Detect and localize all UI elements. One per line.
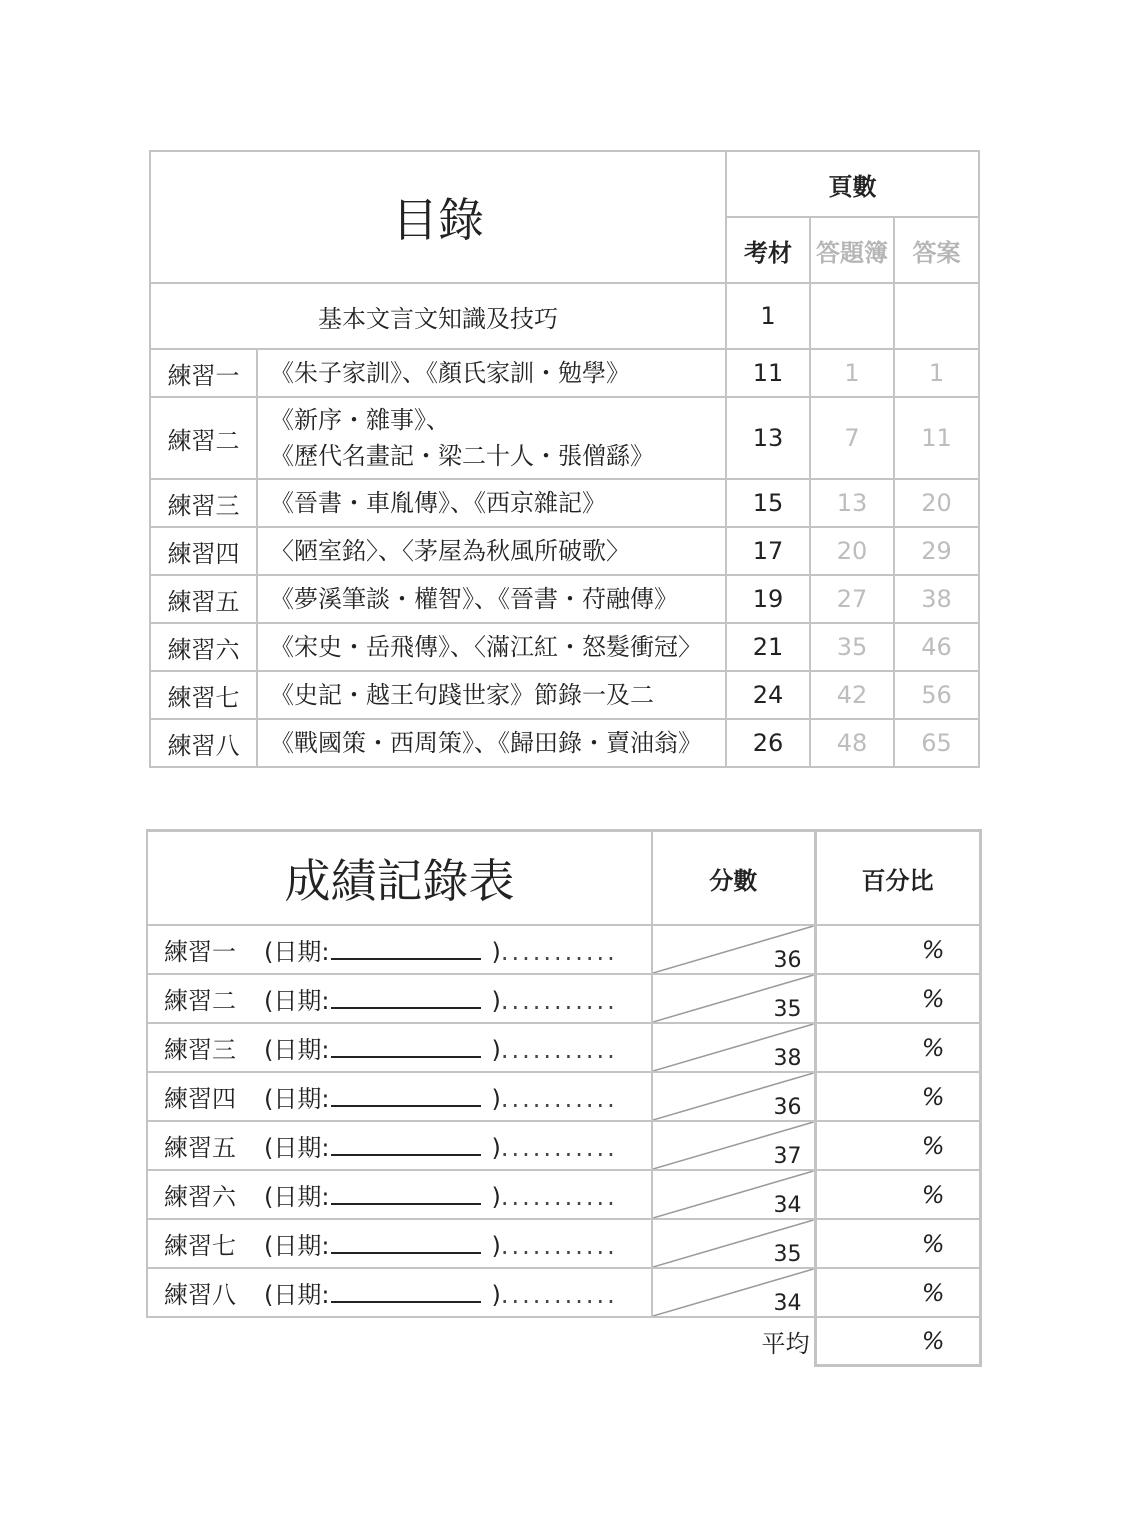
date-open: (日期: xyxy=(264,1134,330,1162)
exercise-label: 練習五 xyxy=(164,1134,236,1162)
exercise-title-line: 《戰國策・西周策》、《歸田錄・賣油翁》 xyxy=(270,729,702,757)
answer-book-page: 20 xyxy=(810,527,894,575)
exercise-title-line: 《新序・雜事》、 xyxy=(270,406,450,434)
exercise-title xyxy=(257,527,726,575)
exercise-label: 練習五 xyxy=(150,575,257,623)
toc-row xyxy=(150,671,979,719)
textbook-page: 26 xyxy=(726,719,810,767)
max-score: 38 xyxy=(773,1046,802,1071)
exercise-date-cell xyxy=(147,1170,652,1219)
score-input-cell[interactable] xyxy=(652,974,815,1023)
date-open: (日期: xyxy=(264,987,330,1015)
exercise-title xyxy=(257,397,726,479)
percent-sign: % xyxy=(921,984,945,1013)
exercise-title-line: 《史記・越王句踐世家》節錄一及二 xyxy=(270,681,654,709)
score-input-cell[interactable] xyxy=(652,1219,815,1268)
exercise-label: 練習六 xyxy=(150,623,257,671)
date-open: (日期: xyxy=(264,1281,330,1309)
max-score: 35 xyxy=(773,1242,802,1267)
exercise-label: 練習六 xyxy=(164,1183,236,1211)
score-header: 分數 xyxy=(652,831,815,926)
dot-leader: ........... xyxy=(500,1232,618,1260)
exercise-label: 練習四 xyxy=(164,1085,236,1113)
exercise-title-line: 《晉書・車胤傳》、《西京雜記》 xyxy=(270,489,606,517)
percent-cell[interactable] xyxy=(815,1072,980,1121)
date-close: ) xyxy=(491,987,501,1015)
answers-page: 46 xyxy=(894,623,979,671)
dot-leader: ........... xyxy=(500,1281,618,1309)
toc-row xyxy=(150,527,979,575)
max-score: 37 xyxy=(773,1144,802,1169)
exercise-date-cell xyxy=(147,974,652,1023)
exercise-label: 練習七 xyxy=(164,1232,236,1260)
exercise-label: 練習二 xyxy=(164,987,236,1015)
answers-page: 11 xyxy=(894,397,979,479)
textbook-page: 15 xyxy=(726,479,810,527)
textbook-page: 21 xyxy=(726,623,810,671)
date-close: ) xyxy=(491,1183,501,1211)
percent-sign: % xyxy=(921,1082,945,1111)
answer-book-page: 48 xyxy=(810,719,894,767)
col-answers-header: 答案 xyxy=(894,217,979,283)
date-open: (日期: xyxy=(264,1183,330,1211)
toc-title: 目錄 xyxy=(150,151,726,283)
col-answer-book-header: 答題簿 xyxy=(810,217,894,283)
percent-cell[interactable] xyxy=(815,925,980,974)
score-row xyxy=(147,925,980,974)
exercise-label: 練習八 xyxy=(150,719,257,767)
date-open: (日期: xyxy=(264,1036,330,1064)
average-row xyxy=(147,1317,980,1365)
basic-knowledge-label: 基本文言文知識及技巧 xyxy=(150,283,726,349)
exercise-label: 練習七 xyxy=(150,671,257,719)
date-close: ) xyxy=(491,938,501,966)
date-input-line[interactable] xyxy=(331,1181,481,1205)
percent-cell[interactable] xyxy=(815,1268,980,1317)
date-input-line[interactable] xyxy=(331,985,481,1009)
average-label: 平均 xyxy=(761,1330,810,1358)
textbook-page: 19 xyxy=(726,575,810,623)
date-open: (日期: xyxy=(264,938,330,966)
date-close: ) xyxy=(491,1134,501,1162)
score-input-cell[interactable] xyxy=(652,1268,815,1317)
exercise-label: 練習一 xyxy=(150,349,257,397)
toc-row xyxy=(150,575,979,623)
percent-sign: % xyxy=(921,1033,945,1062)
exercise-title xyxy=(257,349,726,397)
score-row xyxy=(147,1268,980,1317)
answer-book-page: 7 xyxy=(810,397,894,479)
max-score: 34 xyxy=(773,1291,802,1316)
exercise-title-line: 〈陋室銘〉、〈茅屋為秋風所破歌〉 xyxy=(270,537,630,565)
date-input-line[interactable] xyxy=(331,1230,481,1254)
pages-header: 頁數 xyxy=(726,151,979,217)
date-input-line[interactable] xyxy=(331,1034,481,1058)
date-close: ) xyxy=(491,1036,501,1064)
score-input-cell[interactable] xyxy=(652,925,815,974)
percent-cell[interactable] xyxy=(815,1170,980,1219)
score-row xyxy=(147,974,980,1023)
score-row xyxy=(147,1023,980,1072)
exercise-label: 練習八 xyxy=(164,1281,236,1309)
exercise-label: 練習一 xyxy=(164,938,236,966)
basic-knowledge-page: 1 xyxy=(726,283,810,349)
exercise-label: 練習三 xyxy=(164,1036,236,1064)
score-row xyxy=(147,1219,980,1268)
exercise-title-line: 《朱子家訓》、《顏氏家訓・勉學》 xyxy=(270,359,630,387)
average-percent-cell[interactable] xyxy=(815,1317,980,1365)
exercise-title-line: 《宋史・岳飛傳》、〈滿江紅・怒髮衝冠〉 xyxy=(270,633,702,661)
textbook-page: 13 xyxy=(726,397,810,479)
max-score: 34 xyxy=(773,1193,802,1218)
score-row xyxy=(147,1170,980,1219)
percent-sign: % xyxy=(921,935,945,964)
answer-book-page: 35 xyxy=(810,623,894,671)
date-input-line[interactable] xyxy=(331,1083,481,1107)
col-textbook-header: 考材 xyxy=(726,217,810,283)
percent-sign: % xyxy=(921,1326,945,1355)
percent-sign: % xyxy=(921,1278,945,1307)
exercise-title xyxy=(257,479,726,527)
max-score: 36 xyxy=(773,1095,802,1120)
exercise-label: 練習二 xyxy=(150,397,257,479)
answer-book-page: 1 xyxy=(810,349,894,397)
percent-cell[interactable] xyxy=(815,1219,980,1268)
percent-cell[interactable] xyxy=(815,1023,980,1072)
answers-page: 29 xyxy=(894,527,979,575)
answers-page: 65 xyxy=(894,719,979,767)
percent-sign: % xyxy=(921,1229,945,1258)
dot-leader: ........... xyxy=(500,1085,618,1113)
exercise-title-line: 《夢溪筆談・權智》、《晉書・苻融傳》 xyxy=(270,585,678,613)
answer-book-page: 42 xyxy=(810,671,894,719)
exercise-date-cell xyxy=(147,1268,652,1317)
dot-leader: ........... xyxy=(500,1036,618,1064)
percent-cell[interactable] xyxy=(815,974,980,1023)
toc-row xyxy=(150,623,979,671)
answer-book-page: 13 xyxy=(810,479,894,527)
answers-page: 1 xyxy=(894,349,979,397)
textbook-page: 11 xyxy=(726,349,810,397)
answers-page: 38 xyxy=(894,575,979,623)
exercise-date-cell xyxy=(147,1072,652,1121)
date-input-line[interactable] xyxy=(331,936,481,960)
score-title: 成績記錄表 xyxy=(147,831,652,926)
score-input-cell[interactable] xyxy=(652,1170,815,1219)
toc-row xyxy=(150,397,979,479)
dot-leader: ........... xyxy=(500,1183,618,1211)
dot-leader: ........... xyxy=(500,938,618,966)
percent-sign: % xyxy=(921,1131,945,1160)
toc-row xyxy=(150,479,979,527)
exercise-title xyxy=(257,719,726,767)
score-row xyxy=(147,1121,980,1170)
dot-leader: ........... xyxy=(500,987,618,1015)
percent-header: 百分比 xyxy=(815,831,980,926)
score-input-cell[interactable] xyxy=(652,1072,815,1121)
date-open: (日期: xyxy=(264,1085,330,1113)
toc-row xyxy=(150,719,979,767)
textbook-page: 17 xyxy=(726,527,810,575)
exercise-date-cell xyxy=(147,925,652,974)
exercise-title xyxy=(257,623,726,671)
date-close: ) xyxy=(491,1281,501,1309)
answers-page: 56 xyxy=(894,671,979,719)
date-open: (日期: xyxy=(264,1232,330,1260)
exercise-date-cell xyxy=(147,1219,652,1268)
empty-cell xyxy=(147,1317,652,1365)
answers-page: 20 xyxy=(894,479,979,527)
max-score: 35 xyxy=(773,997,802,1022)
score-row xyxy=(147,1072,980,1121)
exercise-date-cell xyxy=(147,1023,652,1072)
score-input-cell[interactable] xyxy=(652,1121,815,1170)
exercise-label: 練習四 xyxy=(150,527,257,575)
dot-leader: ........... xyxy=(500,1134,618,1162)
empty-cell xyxy=(810,283,894,349)
date-close: ) xyxy=(491,1232,501,1260)
exercise-title xyxy=(257,575,726,623)
textbook-page: 24 xyxy=(726,671,810,719)
empty-cell xyxy=(894,283,979,349)
percent-cell[interactable] xyxy=(815,1121,980,1170)
toc-table xyxy=(149,150,980,768)
answer-book-page: 27 xyxy=(810,575,894,623)
exercise-title-line: 《歷代名畫記・梁二十人・張僧繇》 xyxy=(270,442,654,470)
exercise-label: 練習三 xyxy=(150,479,257,527)
max-score: 36 xyxy=(773,948,802,973)
percent-sign: % xyxy=(921,1180,945,1209)
exercise-date-cell xyxy=(147,1121,652,1170)
date-input-line[interactable] xyxy=(331,1279,481,1303)
score-input-cell[interactable] xyxy=(652,1023,815,1072)
date-input-line[interactable] xyxy=(331,1132,481,1156)
score-record-table xyxy=(146,829,982,1367)
toc-row xyxy=(150,349,979,397)
date-close: ) xyxy=(491,1085,501,1113)
exercise-title xyxy=(257,671,726,719)
